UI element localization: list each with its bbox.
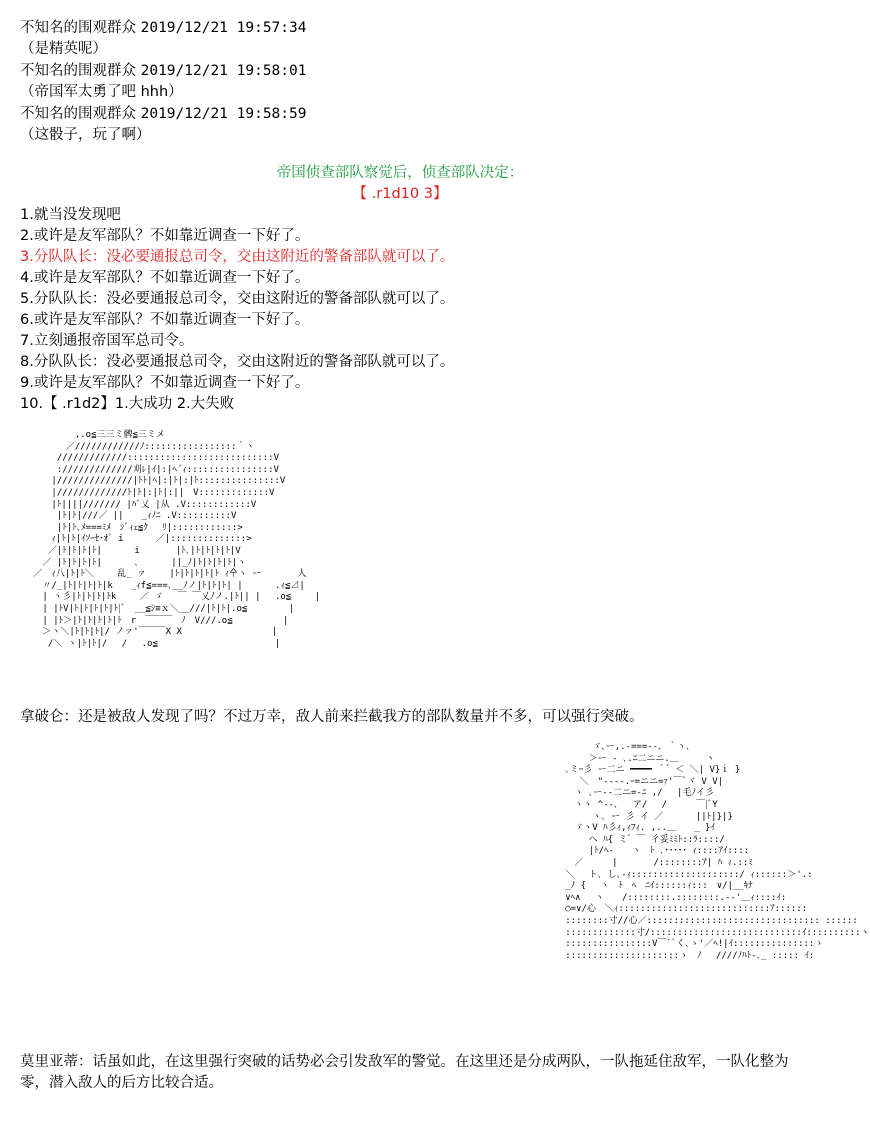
option-3-selected: 3.分队队长：没必要通报总司令，交由这附近的警备部队就可以了。	[20, 249, 455, 265]
option-5: 5.分队队长：没必要通报总司令，交由这附近的警备部队就可以了。	[20, 291, 455, 307]
option-9: 9.或许是友军部队？不如靠近调查一下好了。	[20, 375, 310, 391]
option-2: 2.或许是友军部队？不如靠近调查一下好了。	[20, 228, 310, 244]
event-heading: 帝国侦查部队察觉后，侦查部队决定：	[276, 165, 524, 181]
comment-2-text: （帝国军太勇了吧 hhh）	[20, 84, 183, 100]
comment-3-time: 2019/12/21 19:58:59	[140, 106, 307, 122]
comment-1-user: 不知名的围观群众	[20, 20, 136, 36]
comment-2-header	[20, 61, 306, 81]
comment-3-text: （这骰子，玩了啊）	[20, 127, 151, 143]
comment-2-user: 不知名的围观群众	[20, 63, 136, 79]
comment-1-header	[20, 18, 306, 38]
comment-1-text: （是精英呢）	[20, 41, 107, 57]
comment-2-time: 2019/12/21 19:58:01	[140, 63, 307, 79]
event-roll: 【 .r1d10 3】	[352, 186, 448, 202]
option-6: 6.或许是友军部队？不如靠近调查一下好了。	[20, 312, 310, 328]
option-1: 1.就当没发现吧	[20, 207, 121, 223]
option-8: 8.分队队长：没必要通报总司令，交由这附近的警备部队就可以了。	[20, 354, 455, 370]
ascii-art-napoleon: ,.o≦三三ミ髀≦三ミメ ／////////////ﾉ:::::::::::::::::｀ヽ /////////////:::::::::::::::::::::::::::V ://///////////刈ﾚ|ｲ|:|ﾍ´ｨ::::::::::::::::V |//////////////|ﾄﾄ|ﾍ|:|ﾄ|:|ﾄ:::::::::::::::V |/////////////ﾄ|ﾄ|:|ﾄ|:|| V:::::::::::::V |ﾄ||||/////// |ﾊﾞ乂 |从 .V::::::::::::V |ﾄ|ﾄ|///／ || _ｨﾉﾆ .V::::::::::V |ﾄ|ﾄ､ﾒ===ﾐﾒ ｼﾞｨｪ≦ｸ ﾘ|::::::::::::> ｨ|ﾄ|ﾄ|ｲｿｰｾ･ｵﾞ i ／|::::::::::::::> ／|ﾄ|ﾄ|ﾄ|ﾄ| i |ﾄ､|ﾄ|ﾄ|ﾄ|ﾄ|V ／ |ﾄ|ﾄ|ﾄ|ﾄ| ､ ||_ﾉ|ﾄ|ﾄ|ﾄ|ﾄ|ヽ ／ ｨ八|ﾄ|ﾄ＼ 乱_ ァ |ﾄ|ﾄ|ﾄ|ﾄ|ﾄ ｨ㐃ヽ ー 人 〃/_|ﾄ|ﾄ|ﾄ|ﾄ|k _ｨf≦===､__ﾉノ|ﾄ|ﾄ|ﾄ| | .ｨ≦⊿| | ヽ彡|ﾄ|ﾄ|ﾄ|ﾄk ／ ゞ ￣ ￣乂ﾉノ.|ﾄ|| | .o≦ | | |ﾄV|ﾄ|ﾄ|ﾄ|ﾄ|ﾄ|ﾞ __≦ｼ≡ｘ＼__///|ﾄ|ﾄ|.o≦ | | |ﾄ＞|ﾄ|ﾄ|ﾄ|ﾄ|ﾄ r ￣￣￣ ﾉ V///.o≦ | ＞ヽ＼|ﾄ|ﾄ|ﾄ|/ ノァ'￣￣￣X X | /＼ ヽ|ﾄ|ﾄ|/ / .o≦ |	[33, 430, 321, 649]
option-7: 7.立刻通报帝国军总司令。	[20, 333, 194, 349]
ascii-art-moriarty: ゞ､ー,.-===‐-､ ｀ヽ､ ＞ー ‐ ､.ﾆ二ニニ.＿ ヽ ､ミｰ彡 ー二ニ ━━━━ ｀゛＜ ＼| V}ｉ } ＼ "‐‐‐‐.ｰ=ニニ=ｧ'￣ﾞヾ V V| ヽ ､ー‐‐二ニ=-ﾆ ,/ |毛ﾉイ彡 ヽヽ ^‐-､ ア/ / ￣|ﾞY ヽ､ ー 彡 イ ／ ||ﾄ|}|} ゞヽV ﾊ彡ｨ,ｨﾌｨ. ,..＿ _ }ｲ ヘ ﾊ{ ミ゛￣ 彳妥ﾐﾐﾄ::ﾗ::::/ |ﾄ/ﾍ- ヽ ﾄ ､･････ ｨ::::ｱｲ:::: ／ | /::::::::ｱ| ﾊ ｨ.::ﾐ ＼ ト､ し､-ｨ::::::::::::::::::::/ ｨ::::::＞'.: _ﾉ { ヽ ﾄ ﾍ ﾆｲ::::::ｨ::: ∨/|__ｷﾅ ∨ﾍ∧ ヽ /::::::::.::::::::.--'＿ｨ::::ｲ: ○=∨/心 ＼ｨ::::::::::::::::::::::::::::ｱ:::::: ::::::::寸//心／:::::::::::::::::::::::::::::::: :::::: :::::::::::::寸/::::::::::::::::::::::::::::ｲ::::::::::ヽ ::::::::::::::::V￣`ﾞく､ゝ'／ﾍ!|ｲ:::::::::::::::ゝ :::::::::::::::::::::ゝ ﾉ ////ﾉﾊﾄ-､_ ::::: ｲ:	[565, 742, 870, 961]
dialogue-moriarty: 莫里亚蒂：话虽如此，在这里强行突破的话势必会引发敌军的警觉。在这里还是分成两队，一队拖延住敌军，一队化整为零，潜入敌人的后方比较合适。	[20, 1054, 789, 1091]
dialogue-napoleon: 拿破仑：还是被敌人发现了吗？不过万幸，敌人前来拦截我方的部队数量并不多，可以强行突破。	[20, 709, 644, 725]
option-10: 10.【 .r1d2】1.大成功 2.大失败	[20, 396, 235, 412]
option-4: 4.或许是友军部队？不如靠近调查一下好了。	[20, 270, 310, 286]
comment-3-user: 不知名的围观群众	[20, 106, 136, 122]
comment-1-time: 2019/12/21 19:57:34	[140, 20, 307, 36]
comment-3-header	[20, 104, 306, 124]
